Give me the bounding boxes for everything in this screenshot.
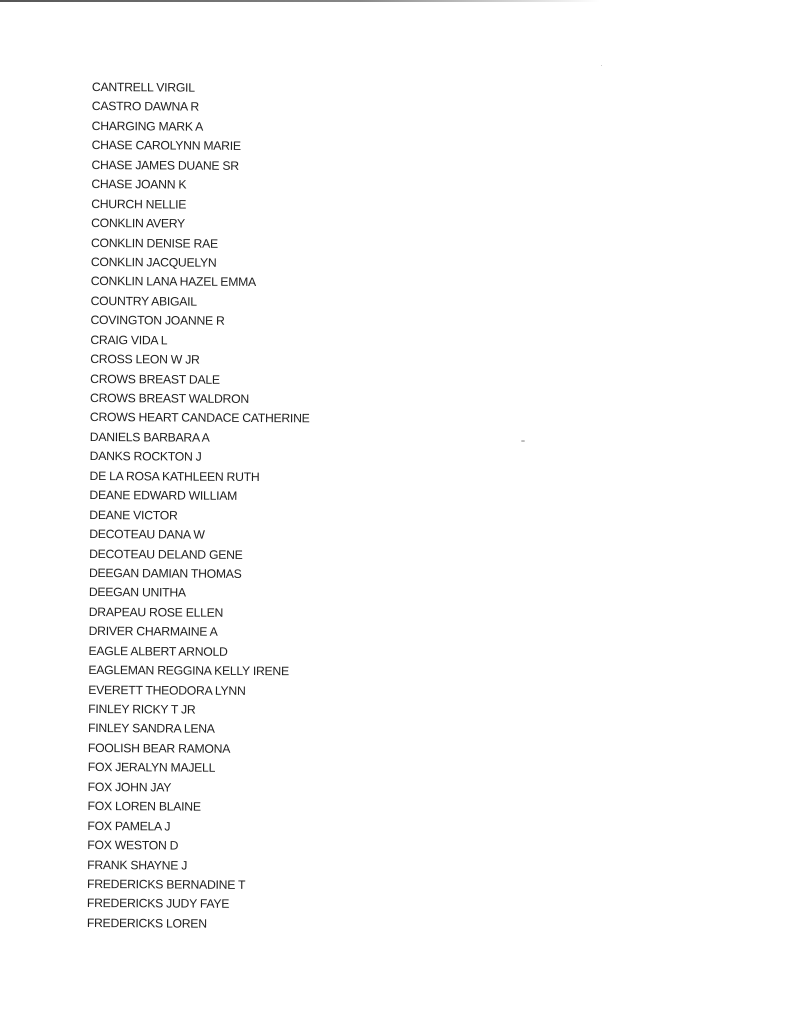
- name-entry: CHASE JOANN K: [91, 177, 187, 192]
- name-entry: DE LA ROSA KATHLEEN RUTH: [89, 468, 260, 484]
- scan-top-edge: [0, 0, 600, 2]
- name-entry: CONKLIN JACQUELYN: [90, 254, 217, 270]
- name-entry: CHURCH NELLIE: [91, 196, 187, 212]
- name-entry: CONKLIN LANA HAZEL EMMA: [90, 274, 256, 290]
- name-entry: DEANE VICTOR: [89, 507, 178, 523]
- name-entry: DECOTEAU DELAND GENE: [89, 546, 243, 562]
- name-entry: CHASE JAMES DUANE SR: [91, 157, 239, 173]
- name-entry: EAGLE ALBERT ARNOLD: [88, 643, 228, 659]
- name-entry: FOOLISH BEAR RAMONA: [87, 740, 231, 756]
- name-entry: EAGLEMAN REGGINA KELLY IRENE: [88, 663, 289, 679]
- name-entry: CASTRO DAWNA R: [91, 99, 199, 115]
- name-entry: FOX PAMELA J: [87, 818, 171, 834]
- name-entry: EVERETT THEODORA LYNN: [88, 682, 246, 698]
- name-entry: CROWS BREAST WALDRON: [90, 390, 249, 406]
- name-entry: FOX WESTON D: [87, 838, 179, 853]
- name-entry: COUNTRY ABIGAIL: [90, 293, 197, 309]
- name-entry: CHASE CAROLYNN MARIE: [91, 138, 241, 154]
- name-entry: CROWS BREAST DALE: [90, 371, 220, 387]
- scan-speck: [601, 65, 602, 66]
- name-entry: CROSS LEON W JR: [90, 352, 200, 367]
- name-entry: DEEGAN UNITHA: [88, 585, 186, 600]
- name-entry: CONKLIN DENISE RAE: [90, 235, 218, 251]
- name-entry: CONKLIN AVERY: [91, 216, 185, 231]
- name-list: [87, 78, 312, 935]
- name-entry: CHARGING MARK A: [91, 118, 204, 134]
- name-entry: FOX JOHN JAY: [87, 779, 172, 795]
- name-entry: DRIVER CHARMAINE A: [88, 624, 218, 640]
- name-entry: COVINGTON JOANNE R: [90, 313, 225, 329]
- name-entry: CRAIG VIDA L: [90, 332, 168, 348]
- name-entry: CROWS HEART CANDACE CATHERINE: [89, 410, 310, 426]
- name-entry: FINLEY RICKY T JR: [88, 701, 196, 717]
- name-entry: DRAPEAU ROSE ELLEN: [88, 604, 224, 620]
- name-entry: DANIELS BARBARA A: [89, 429, 210, 445]
- name-entry: FOX JERALYN MAJELL: [87, 760, 216, 776]
- name-entry: CANTRELL VIRGIL: [91, 79, 195, 95]
- name-entry: FINLEY SANDRA LENA: [87, 721, 215, 737]
- name-entry: FRANK SHAYNE J: [87, 857, 188, 873]
- name-entry: DEEGAN DAMIAN THOMAS: [88, 565, 242, 581]
- scan-speck: [521, 440, 525, 442]
- name-entry: DANKS ROCKTON J: [89, 449, 202, 464]
- name-entry: FREDERICKS LOREN: [86, 915, 207, 931]
- name-entry: FREDERICKS BERNADINE T: [87, 876, 246, 892]
- name-entry: DEANE EDWARD WILLIAM: [89, 488, 238, 504]
- name-entry: DECOTEAU DANA W: [89, 527, 205, 542]
- name-entry: FREDERICKS JUDY FAYE: [86, 896, 230, 912]
- name-entry: FOX LOREN BLAINE: [87, 799, 201, 814]
